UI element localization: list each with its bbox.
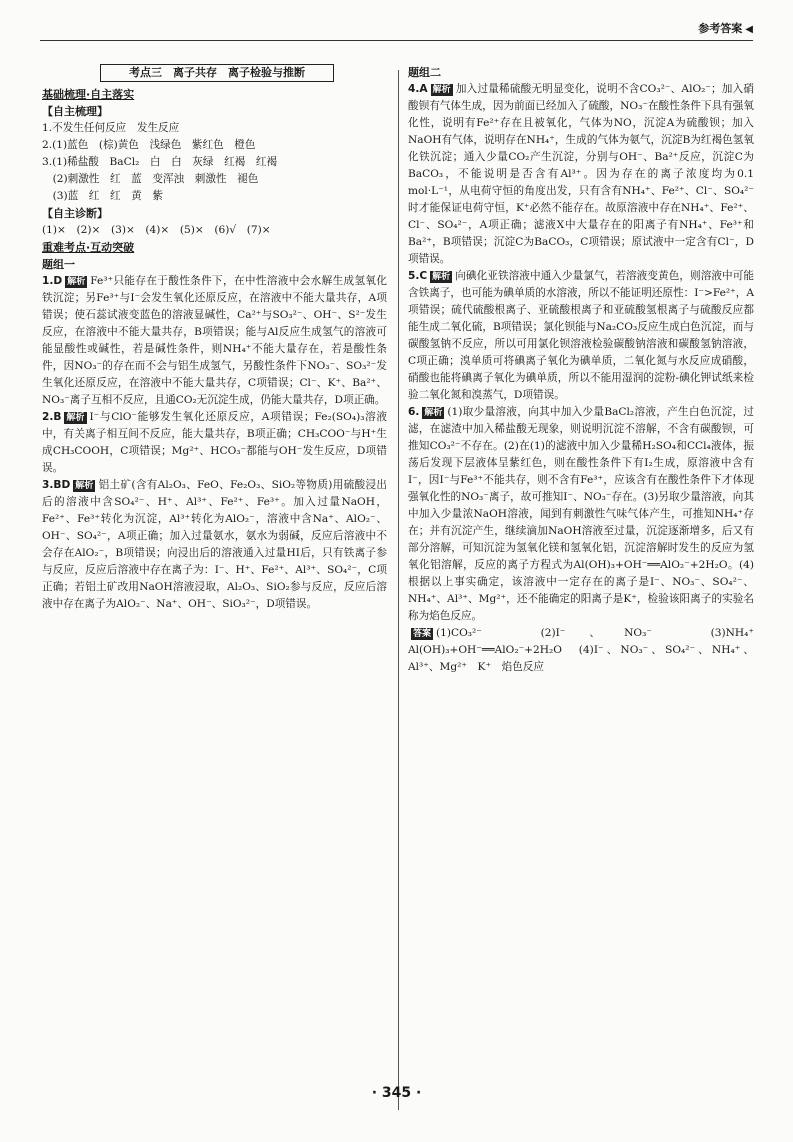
question-text: 铝土矿(含有Al₂O₃、FeO、Fe₂O₃、SiO₂等物质)用硫酸浸出后的溶液中含SO₄²⁻、H⁺、Al³⁺、Fe²⁺、Fe³⁺。加入过量NaOH，Fe²⁺、Fe³⁺转化为沉淀，Al³⁺转化为AlO₂⁻，溶液中含Na⁺、AlO₂⁻、OH⁻、SO₄²⁻，A项正确；加入过量氨水，氨水为弱碱，反应后溶液中不会存在AlO₂⁻，B项错误；向浸出后的溶液通入过量HI后，只有铁离子参与反应，反应后溶液中存在离子为：I⁻、H⁺、Fe²⁺、Al³⁺、SO₄²⁻，C项正确；若铝土矿改用NaOH溶液浸取，Al₂O₃、SiO₂参与反应，反应后溶液中存在离子为AlO₂⁻、Na⁺、OH⁻、SiO₃²⁻，D项错误。 <box>42 479 387 610</box>
right-column <box>408 64 765 676</box>
page-header <box>40 18 753 41</box>
question-text: 向碘化亚铁溶液中通入少量氯气，若溶液变黄色，则溶液中可能含铁离子，也可能为碘单质的水溶液，所以不能证明还原性：I⁻>Fe²⁺，A项错误；硫代硫酸根离子、亚硫酸根离子和亚硫酸氢根离子与硫酸反应都能生成二氧化硫，B项错误；氯化钡能与Na₂CO₃反应生成白色沉淀，而与碳酸氢钠不反应，所以可用氯化钡溶液检验碳酸钠溶液和碳酸氢钠溶液，C项正确；溴单质可将碘离子氧化为碘单质，二氧化氮与水反应成硝酸，硝酸也能将碘离子氧化为碘单质，所以不能用湿润的淀粉-碘化钾试纸来检验二氧化氮和溴蒸气，D项错误。 <box>408 270 754 401</box>
analysis-tag: 解析 <box>75 481 94 491</box>
page-number: · 345 · <box>371 1085 422 1101</box>
question-text: Fe³⁺只能存在于酸性条件下，在中性溶液中会水解生成氢氧化铁沉淀；另Fe³⁺与I⁻会发生氧化还原反应，在溶液中不能大量共存，A项错误；使石蕊试液变蓝色的溶液显碱性，Ca²⁺与SO₃²⁻、OH⁻、S²⁻发生反应，在溶液中不能大量共存，B项错误；能与Al反应生成氢气的溶液可能显酸性或碱性，若是碱性条件，则NH₄⁺不能大量存在，若是酸性条件，因NO₃⁻的存在而不会与铝生成氢气，另酸性条件下NO₃⁻、SO₃²⁻发生氧化还原反应，在溶液中不能大量共存，C项错误；Cl⁻、K⁺、Ba²⁺、NO₃⁻离子互相不反应，且通CO₂无沉淀生成，仍能大量共存，D项正确。 <box>42 275 387 406</box>
analysis-tag: 解析 <box>67 277 86 287</box>
review-line: (2)刺激性 红 蓝 变浑浊 刺激性 褪色 <box>42 173 259 185</box>
analysis-tag: 解析 <box>66 413 85 423</box>
analysis-tag: 解析 <box>424 408 443 418</box>
section-title: 考点三 离子共存 离子检验与推断 <box>100 64 334 82</box>
question-1 <box>42 273 387 409</box>
question-number: 5.C <box>408 270 428 282</box>
group-label: 题组二 <box>408 66 441 79</box>
analysis-tag: 解析 <box>432 272 451 282</box>
question-text: I⁻与ClO⁻能够发生氧化还原反应，A项错误；Fe₂(SO₄)₃溶液中，有关离子相互间不反应，能大量共存，B项正确；CH₃COO⁻与H⁺生成CH₃COOH，C项错误；Mg²⁺、HCO₃⁻都能与OH⁻发生反应，D项错误。 <box>42 411 387 474</box>
question-number: 1.D <box>42 275 63 287</box>
triangle-left-icon: ◀ <box>745 24 753 35</box>
review-heading: 【自主梳理】 <box>42 105 108 118</box>
answer-tag: 答案 <box>413 629 432 639</box>
question-number: 6. <box>408 406 420 418</box>
question-number: 4.A <box>408 83 428 95</box>
question-2 <box>42 409 387 477</box>
column-divider <box>398 70 399 1110</box>
question-6 <box>408 404 754 625</box>
left-column <box>42 64 387 613</box>
question-4 <box>408 81 754 268</box>
analysis-tag: 解析 <box>432 85 451 95</box>
review-line: 3.(1)稀盐酸 BaCl₂ 白 白 灰绿 红褐 红褐 <box>42 156 278 168</box>
review-line: 2.(1)蓝色 (棕)黄色 浅绿色 紫红色 橙色 <box>42 139 256 151</box>
review-line: (3)蓝 红 红 黄 紫 <box>42 190 163 202</box>
question-text: (1)取少量溶液，向其中加入少量BaCl₂溶液，产生白色沉淀，过滤，在滤渣中加入稀盐酸无现象，则说明沉淀不溶解，不含有碳酸钡，可推知CO₃²⁻不存在。(2)在(1)的滤液中加入少量稀H₂SO₄和CCl₄液体，振荡后发现下层液体呈紫红色，则在酸性条件下有I₂生成，原溶液中含有I⁻，因I⁻与Fe³⁺不能共存，则不含有Fe³⁺，应该含有在酸性条件下才体现强氧化性的NO₃⁻离子，故可推知I⁻、NO₃⁻存在。(3)另取少量溶液，向其中加入少量浓NaOH溶液，闻到有刺激性气味气体产生，可推知NH₄⁺存在；并有沉淀产生，继续滴加NaOH溶液至过量，沉淀逐渐增多，后又有部分溶解，可知沉淀为氢氧化镁和氢氧化铝，沉淀溶解时发生的反应为氢氧化铝溶解，反应的离子方程式为Al(OH)₃+OH⁻══AlO₂⁻+2H₂O。(4)根据以上事实确定，该溶液中一定存在的离子是I⁻、NO₃⁻、SO₄²⁻、NH₄⁺、Al³⁺、Mg²⁺，还不能确定的阳离子是K⁺，检验该阳离子的实验名称为焰色反应。 <box>408 406 754 622</box>
question-number: 2.B <box>42 411 62 423</box>
review-line: 1.不发生任何反应 发生反应 <box>42 122 180 134</box>
question-number: 3.BD <box>42 479 71 491</box>
diag-heading: 【自主诊断】 <box>42 207 108 220</box>
answer-block <box>408 625 765 676</box>
question-text: 加入过量稀硫酸无明显变化，说明不含CO₃²⁻、AlO₂⁻；加入硝酸钡有气体生成，因为前面已经加入了硫酸，NO₃⁻在酸性条件下具有强氧化性，说明有Fe²⁺存在且被氧化，气体为NO，沉淀A为硫酸钡；加入NaOH有气体，说明存在NH₄⁺，生成的气体为氨气，沉淀B为红褐色氢氧化铁沉淀；通入少量CO₂产生沉淀，分别与OH⁻、Ba²⁺反应，沉淀C为BaCO₃，不能说明是否含有Al³⁺。因为存在的离子浓度均为0.1 mol·L⁻¹，从电荷守恒的角度出发，只有含有NH₄⁺、Fe²⁺、Cl⁻、SO₄²⁻时才能保证电荷守恒，K⁺必然不能存在。故原溶液中存在NH₄⁺、Fe²⁺、Cl⁻、SO₄²⁻，A项正确；滤液X中大量存在的阳离子有NH₄⁺、Fe³⁺和Ba²⁺，B项错误；沉淀C为BaCO₃，C项错误；原试液中一定含有Cl⁻，D项错误。 <box>408 83 754 265</box>
basic-heading: 基础梳理·自主落实 <box>42 88 135 101</box>
header-title: 参考答案 ◀ <box>698 22 753 35</box>
question-5 <box>408 268 754 404</box>
group-label: 题组一 <box>42 258 75 271</box>
answer-text: (1)CO₃²⁻ (2)I⁻、NO₃⁻ (3)NH₄⁺ Al(OH)₃+OH⁻══AlO₂⁻+2H₂O (4)I⁻、NO₃⁻、SO₄²⁻、NH₄⁺、Al³⁺、Mg²⁺ K⁺ 焰色反应 <box>408 627 765 673</box>
diag-line: (1)× (2)× (3)× (4)× (5)× (6)√ (7)× <box>42 224 271 236</box>
key-heading: 重难考点·互动突破 <box>42 241 135 254</box>
question-3 <box>42 477 387 613</box>
